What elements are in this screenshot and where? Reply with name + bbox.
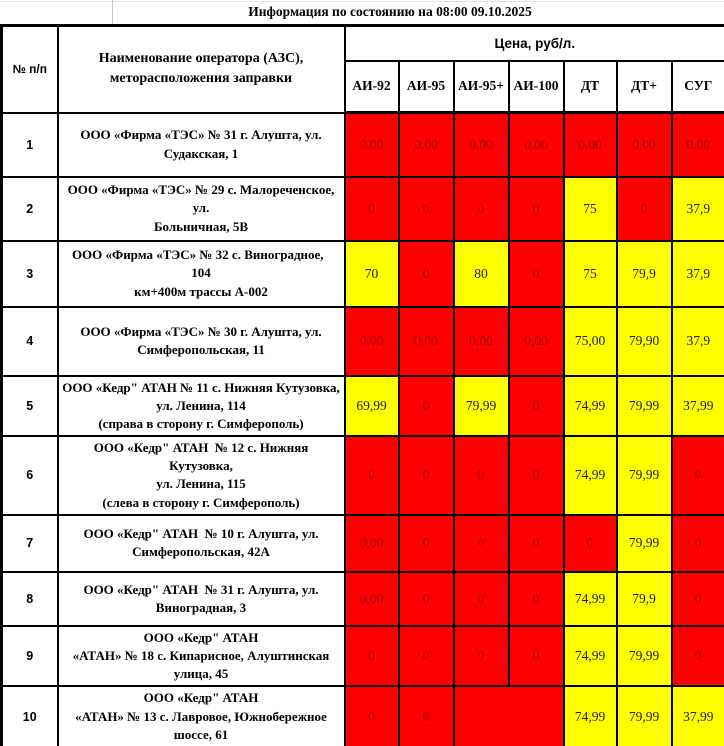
column-header-fuel-ai95plus: АИ-95+ [454,61,509,113]
price-cell: 37,9 [672,307,724,376]
price-cell: 79,99 [617,686,672,746]
row-number: 2 [2,177,58,241]
price-cell: 0 [399,572,454,626]
table-row [2,686,724,746]
price-cell: 0 [509,376,564,437]
column-header-price-group: Цена, руб/л. [345,26,724,61]
price-cell: 74,99 [564,436,617,515]
page-title: Информация по состоянию на 08:00 09.10.2025 [248,4,532,19]
price-cell: 0,00 [509,113,564,177]
price-cell: 0 [345,686,399,746]
price-cell: 74,99 [564,376,617,437]
station-name: ООО «Фирма «ТЭС» № 31 г. Алушта, ул. Судакская, 1 [58,113,345,177]
price-cell: 70 [345,241,399,307]
price-cell: 0,00 [345,307,399,376]
price-cell: 0 [564,515,617,572]
price-cell: 0 [399,515,454,572]
price-cell: 79,90 [617,307,672,376]
table-row [2,515,724,572]
price-cell: 79,99 [617,515,672,572]
row-number: 7 [2,515,58,572]
price-cell: 0 [399,376,454,437]
price-cell: 37,99 [672,686,724,746]
row-number: 10 [2,686,58,746]
table-row [2,177,724,241]
price-cell: 0 [345,177,399,241]
station-name: ООО «Кедр" АТАН № 31 г. Алушта, ул. Виноградная, 3 [58,572,345,626]
price-cell: 79,99 [454,376,509,437]
price-cell: 79,99 [617,376,672,437]
price-cell: 0 [672,436,724,515]
table-row [2,241,724,307]
price-cell: 0,00 [345,113,399,177]
price-cell: 0,00 [345,515,399,572]
row-number: 3 [2,241,58,307]
price-cell: 37,99 [672,376,724,437]
price-cell: 0 [509,626,564,687]
price-cell: 0,00 [399,307,454,376]
price-cell: 0 [672,626,724,687]
price-cell: 74,99 [564,626,617,687]
row-number: 5 [2,376,58,437]
price-cell: 79,9 [617,572,672,626]
station-name: ООО «Кедр" АТАН № 11 с. Нижняя Кутузовка, ул. Ленина, 114 (справа в сторону г. Симферополь) [58,376,345,437]
price-cell: 0 [454,626,509,687]
column-header-fuel-ai95: АИ-95 [399,61,454,113]
price-cell: 0 [399,241,454,307]
price-cell: 0 [672,515,724,572]
price-cell: 69,99 [345,376,399,437]
price-cell: 0,00 [672,113,724,177]
price-cell: 0,00 [454,307,509,376]
row-number: 1 [2,113,58,177]
price-cell: 37,9 [672,241,724,307]
price-cell: 75,00 [564,307,617,376]
column-header-fuel-ai92: АИ-92 [345,61,399,113]
price-cell: 0 [399,626,454,687]
price-cell: 75 [564,241,617,307]
price-cell: 0 [509,436,564,515]
table-row [2,626,724,687]
price-cell: 0,00 [617,113,672,177]
price-cell: 0,00 [345,572,399,626]
column-header-station-name: Наименование оператора (АЗС), меторасположения заправки [58,26,345,113]
column-header-fuel-ai100: АИ-100 [509,61,564,113]
table-row [2,572,724,626]
price-cell: 37,9 [672,177,724,241]
column-header-fuel-dt: ДТ [564,61,617,113]
table-row [2,436,724,515]
price-cell: 0,00 [454,113,509,177]
column-header-row-number: № п/п [2,26,58,113]
row-number: 9 [2,626,58,687]
price-cell: 79,99 [617,436,672,515]
table-row [2,307,724,376]
column-header-fuel-sug: СУГ [672,61,724,113]
price-cell: 0 [399,686,454,746]
price-cell: 0 [509,177,564,241]
station-name: ООО «Фирма «ТЭС» № 29 с. Малореченское, ул. Больничная, 5В [58,177,345,241]
station-name: ООО «Кедр" АТАН № 12 с. Нижняя Кутузовка, ул. Ленина, 115 (слева в сторону г. Симферополь) [58,436,345,515]
table-row [2,376,724,437]
station-name: ООО «Кедр" АТАН «АТАН» № 18 с. Кипарисное, Алуштинская улица, 45 [58,626,345,687]
price-cell: 0 [454,572,509,626]
price-cell: 0 [454,177,509,241]
price-cell: 0 [399,177,454,241]
price-cell: 80 [454,241,509,307]
price-cell: 0,00 [564,113,617,177]
row-number: 6 [2,436,58,515]
price-cell: 0 [509,241,564,307]
price-cell: 0 [617,177,672,241]
column-header-fuel-dtplus: ДТ+ [617,61,672,113]
price-cell: 0 [454,515,509,572]
row-number: 8 [2,572,58,626]
table-row [2,113,724,177]
price-cell: 79,9 [617,241,672,307]
price-cell: 0,00 [509,307,564,376]
price-cell: 0 [509,572,564,626]
price-cell: 74,99 [564,572,617,626]
price-cell: 0,00 [399,113,454,177]
price-cell: 0 [399,436,454,515]
price-cell: 75 [564,177,617,241]
price-cell: 0 [345,626,399,687]
price-cell-merged [454,686,564,746]
station-name: ООО «Фирма «ТЭС» № 30 г. Алушта, ул. Симферопольская, 11 [58,307,345,376]
price-cell: 0 [509,515,564,572]
fuel-price-table [0,24,724,746]
price-cell: 79,99 [617,626,672,687]
price-cell: 74,99 [564,686,617,746]
station-name: ООО «Фирма «ТЭС» № 32 с. Виноградное, 104 км+400м трассы А-002 [58,241,345,307]
station-name: ООО «Кедр" АТАН № 10 г. Алушта, ул. Симферопольская, 42А [58,515,345,572]
price-cell: 0 [345,436,399,515]
station-name: ООО «Кедр" АТАН «АТАН» № 13 с. Лавровое, Южнобережное шоссе, 61 [58,686,345,746]
price-cell: 0 [454,436,509,515]
row-number: 4 [2,307,58,376]
price-cell: 0 [672,572,724,626]
